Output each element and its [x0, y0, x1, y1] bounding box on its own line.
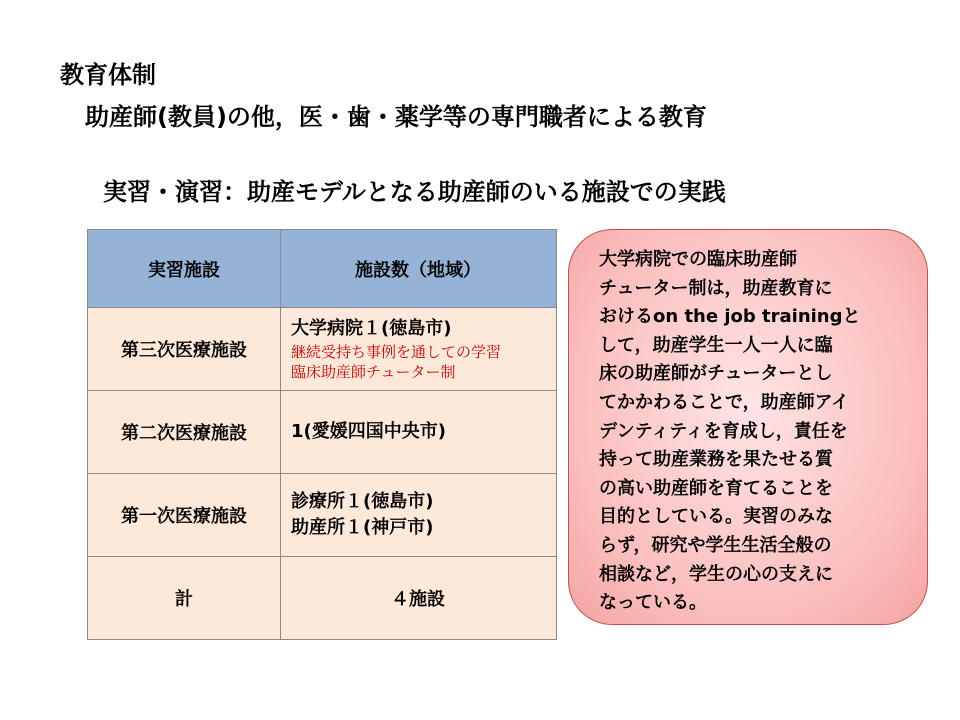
table-row-total [88, 557, 557, 640]
callout-line: なっている。 [599, 592, 707, 614]
tutor-callout [568, 229, 928, 625]
callout-line: 持って助産業務を果たせる質 [599, 449, 833, 471]
total-label: 計 [88, 557, 281, 640]
total-value: ４施設 [281, 557, 557, 640]
header-facility-count: 施設数（地域） [281, 230, 557, 308]
count-cell [281, 391, 557, 474]
table-header-row [88, 230, 557, 308]
callout-line: チューター制は，助産教育に [599, 277, 833, 299]
count-line: 1(愛媛四国中央市) [291, 421, 446, 442]
header-facility: 実習施設 [88, 230, 281, 308]
callout-line: デンティティを育成し，責任を [599, 420, 848, 442]
category-cell: 第三次医療施設 [88, 308, 281, 391]
count-cell [281, 474, 557, 557]
facility-table [87, 229, 557, 640]
page-title: 教育体制 [60, 61, 156, 89]
table-row [88, 308, 557, 391]
category-cell: 第二次医療施設 [88, 391, 281, 474]
note-line: 継続受持ち事例を通しての学習 [291, 343, 502, 361]
note-line: 臨床助産師チューター制 [291, 363, 456, 381]
callout-line: の高い助産師を育てることを [599, 477, 833, 499]
category-cell: 第一次医療施設 [88, 474, 281, 557]
count-line: 助産所１(神戸市) [291, 517, 434, 538]
count-line: 大学病院１(徳島市) [291, 318, 452, 339]
callout-line: らず，研究や学生生活全般の [599, 534, 832, 556]
table-row [88, 474, 557, 557]
count-line: 診療所１(徳島市) [291, 491, 434, 512]
callout-line: 床の助産師がチューターとし [599, 363, 833, 385]
callout-line: 相談など，学生の心の支えに [599, 563, 833, 585]
callout-line: おけるon the job trainingと [599, 306, 861, 328]
count-cell [281, 308, 557, 391]
table-row [88, 391, 557, 474]
practice-heading: 実習・演習：助産モデルとなる助産師のいる施設での実践 [103, 178, 726, 206]
callout-line: 目的としている。実習のみな [599, 506, 833, 528]
page-subtitle: 助産師(教員)の他，医・歯・薬学等の専門職者による教育 [85, 103, 707, 131]
callout-line: して，助産学生一人一人に臨 [599, 334, 833, 356]
callout-line: てかかわることで，助産師アイ [599, 391, 850, 413]
callout-line: 大学病院での臨床助産師 [599, 249, 797, 270]
